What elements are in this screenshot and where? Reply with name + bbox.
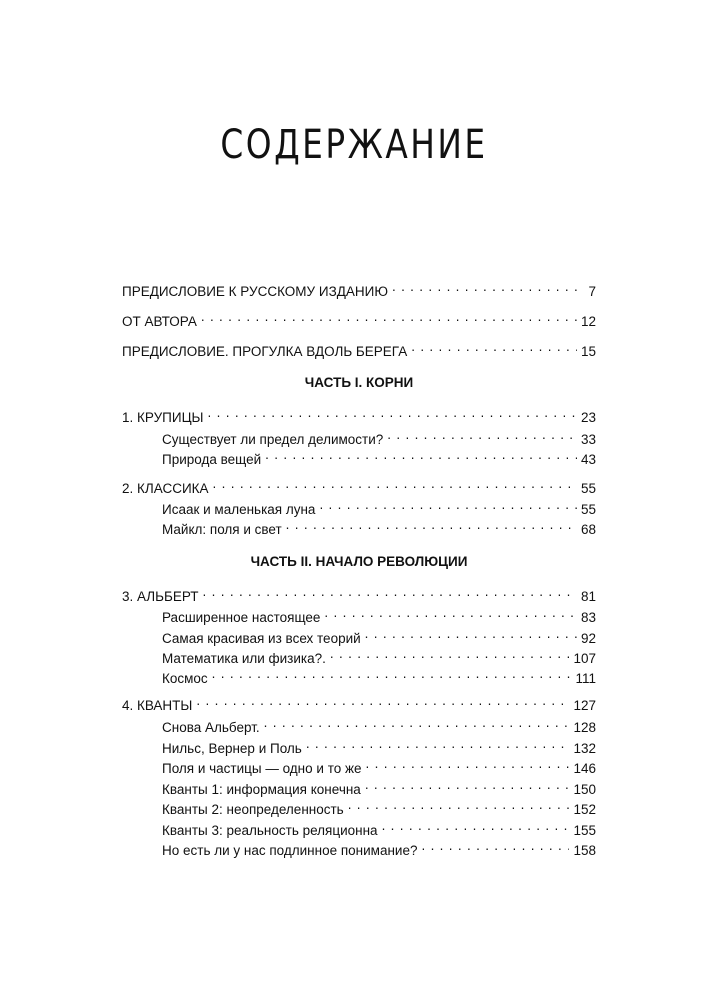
page-title: СОДЕРЖАНИЕ	[220, 122, 488, 168]
dot-leader	[330, 645, 570, 663]
toc-entry-page: 128	[573, 720, 596, 735]
toc-entry-page: 81	[580, 589, 596, 604]
toc-entry-label: ПРЕДИСЛОВИЕ. ПРОГУЛКА ВДОЛЬ БЕРЕГА	[122, 344, 408, 359]
dot-leader	[382, 817, 570, 835]
toc-entry-page: 132	[573, 741, 596, 756]
dot-leader	[365, 625, 577, 643]
toc-entry-label: Природа вещей	[162, 452, 262, 467]
toc-chapter[interactable]	[122, 692, 596, 713]
toc-entry-preface-walk[interactable]	[122, 338, 596, 359]
toc-chapter[interactable]	[122, 475, 596, 496]
toc-section[interactable]	[162, 776, 596, 797]
toc-entry-page: 152	[573, 802, 596, 817]
toc-entry-preface-russian[interactable]	[122, 278, 596, 299]
toc-section[interactable]	[162, 755, 596, 776]
toc-entry-page: 15	[580, 344, 596, 359]
dot-leader	[348, 796, 570, 814]
toc-chapter[interactable]	[122, 583, 596, 604]
toc-entry-label: Космос	[162, 671, 208, 686]
toc-section[interactable]	[162, 735, 596, 756]
dot-leader	[213, 475, 577, 493]
toc-entry-page: 127	[573, 698, 596, 713]
dot-leader	[411, 338, 577, 356]
dot-leader	[201, 308, 577, 326]
dot-leader	[203, 583, 577, 601]
toc-section[interactable]	[162, 604, 596, 625]
part-heading: ЧАСТЬ I. КОРНИ	[304, 375, 414, 390]
toc-entry-label: 3. АЛЬБЕРТ	[122, 589, 199, 604]
toc-entry-label: Расширенное настоящее	[162, 610, 321, 625]
toc-entry-label: 2. КЛАССИКА	[122, 481, 209, 496]
toc-entry-page: 155	[573, 823, 596, 838]
toc-entry-page: 146	[573, 761, 596, 776]
toc-entry-page: 83	[580, 610, 596, 625]
toc-entry-label: ОТ АВТОРА	[122, 314, 197, 329]
dot-leader	[421, 837, 569, 855]
toc-entry-label: Самая красивая из всех теорий	[162, 631, 361, 646]
dot-leader	[208, 404, 577, 422]
toc-entry-label: Но есть ли у нас подлинное понимание?	[162, 843, 418, 858]
toc-section[interactable]	[162, 665, 596, 686]
dot-leader	[365, 776, 570, 794]
toc-entry-label: Поля и частицы — одно и то же	[162, 761, 362, 776]
toc-entry-page: 33	[580, 432, 596, 447]
toc-chapter[interactable]	[122, 404, 596, 425]
toc-entry-page: 150	[573, 782, 596, 797]
toc-section[interactable]	[162, 817, 596, 838]
dot-leader	[324, 604, 577, 622]
toc-entry-label: Кванты 3: реальность реляционна	[162, 823, 378, 838]
toc-section[interactable]	[162, 645, 596, 666]
toc-section[interactable]	[162, 837, 596, 858]
toc-entry-page: 23	[580, 410, 596, 425]
toc-section[interactable]	[162, 625, 596, 646]
toc-entry-label: Кванты 1: информация конечна	[162, 782, 361, 797]
toc-entry-page: 55	[580, 502, 596, 517]
dot-leader	[392, 278, 585, 296]
dot-leader	[265, 446, 577, 464]
toc-entry-label: ПРЕДИСЛОВИЕ К РУССКОМУ ИЗДАНИЮ	[122, 284, 388, 299]
toc-entry-label: Майкл: поля и свет	[162, 522, 282, 537]
toc-section[interactable]	[162, 446, 596, 467]
dot-leader	[366, 755, 570, 773]
dot-leader	[264, 714, 570, 732]
dot-leader	[387, 426, 577, 444]
dot-leader	[306, 735, 570, 753]
toc-entry-label: Исаак и маленькая луна	[162, 502, 316, 517]
part-heading: ЧАСТЬ II. НАЧАЛО РЕВОЛЮЦИИ	[250, 554, 468, 569]
toc-section[interactable]	[162, 496, 596, 517]
toc-entry-page: 111	[575, 671, 596, 686]
toc-entry-label: 4. КВАНТЫ	[122, 698, 193, 713]
toc-entry-page: 107	[573, 651, 596, 666]
toc-entry-from-author[interactable]	[122, 308, 596, 329]
toc-entry-page: 12	[580, 314, 596, 329]
toc-section[interactable]	[162, 426, 596, 447]
toc-entry-label: Снова Альберт.	[162, 720, 260, 735]
toc-entry-page: 92	[580, 631, 596, 646]
toc-entry-page: 68	[580, 522, 596, 537]
toc-entry-label: Существует ли предел делимости?	[162, 432, 384, 447]
dot-leader	[319, 496, 577, 514]
dot-leader	[286, 516, 577, 534]
toc-entry-label: Кванты 2: неопределенность	[162, 802, 344, 817]
dot-leader	[212, 665, 572, 683]
toc-entry-page: 55	[580, 481, 596, 496]
toc-entry-label: Нильс, Вернер и Поль	[162, 741, 302, 756]
toc-section[interactable]	[162, 516, 596, 537]
dot-leader	[196, 692, 569, 710]
toc-section[interactable]	[162, 796, 596, 817]
toc-entry-label: 1. КРУПИЦЫ	[122, 410, 204, 425]
toc-entry-page: 7	[588, 284, 596, 299]
toc-entry-label: Математика или физика?.	[162, 651, 326, 666]
toc-entry-page: 158	[573, 843, 596, 858]
toc-entry-page: 43	[580, 452, 596, 467]
toc-section[interactable]	[162, 714, 596, 735]
